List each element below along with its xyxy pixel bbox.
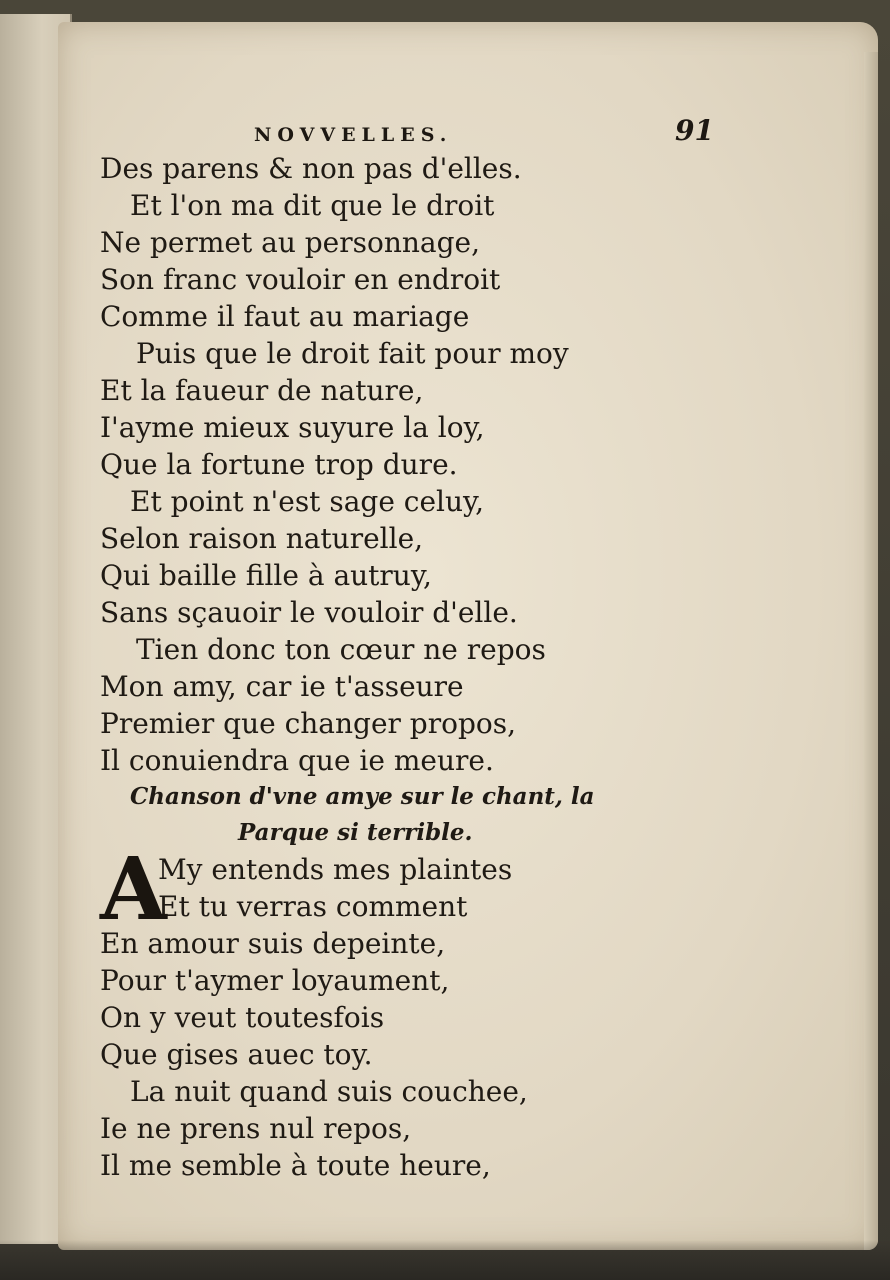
drop-cap: A <box>100 839 167 940</box>
poem-line: Il conuiendra que ie meure. <box>100 744 494 777</box>
poem-line: Son franc vouloir en endroit <box>100 263 501 296</box>
poem-line: Ie ne prens nul repos, <box>100 1112 412 1145</box>
running-title: NOVVELLES. <box>254 124 453 146</box>
poem-line: La nuit quand suis couchee, <box>130 1075 528 1108</box>
poem-line: En amour suis depeinte, <box>100 927 446 960</box>
poem-text <box>100 150 740 1184</box>
poem-line: Tien donc ton cœur ne repos <box>136 633 546 666</box>
poem-line: Que la fortune trop dure. <box>100 448 458 481</box>
poem-line: My entends mes plaintes <box>158 853 513 886</box>
poem-line: Sans sçauoir le vouloir d'elle. <box>100 596 518 629</box>
poem-line: Et tu verras comment <box>158 890 468 923</box>
poem-line: Mon amy, car ie t'asseure <box>100 670 464 703</box>
page-header <box>58 102 878 147</box>
poem-line: Pour t'aymer loyaument, <box>100 964 450 997</box>
poem-line: Comme il faut au mariage <box>100 300 470 333</box>
book-page <box>58 22 878 1250</box>
poem-line: On y veut toutesfois <box>100 1001 385 1034</box>
page-edge <box>864 52 878 1250</box>
page-number: 91 <box>675 114 714 147</box>
scan-bottom-shadow <box>0 1240 890 1280</box>
song-heading: Chanson d'vne amye sur le chant, la <box>130 783 595 810</box>
poem-line: Des parens & non pas d'elles. <box>100 152 522 185</box>
poem-line: Et la faueur de nature, <box>100 374 424 407</box>
song-heading-continued: Parque si terrible. <box>238 819 473 846</box>
poem-line: Puis que le droit fait pour moy <box>136 337 569 370</box>
poem-line: Ne permet au personnage, <box>100 226 481 259</box>
poem-line: Selon raison naturelle, <box>100 522 424 555</box>
poem-line: Et l'on ma dit que le droit <box>130 189 495 222</box>
dropcap-stanza <box>100 839 740 940</box>
poem-line: Qui baille fille à autruy, <box>100 559 432 592</box>
poem-line: Premier que changer propos, <box>100 707 517 740</box>
poem-line: Et point n'est sage celuy, <box>130 485 485 518</box>
poem-line: Il me semble à toute heure, <box>100 1149 491 1182</box>
poem-line: I'ayme mieux suyure la loy, <box>100 411 485 444</box>
poem-line: Que gises auec toy. <box>100 1038 373 1071</box>
